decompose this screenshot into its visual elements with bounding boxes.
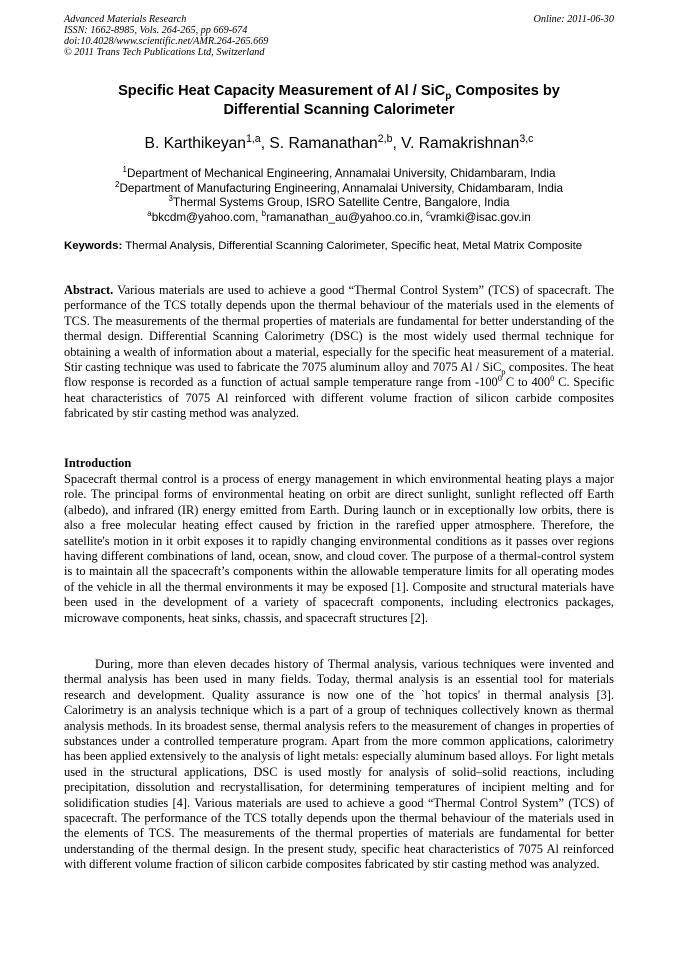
journal-doi: doi:10.4028/www.scientific.net/AMR.264-265.669 bbox=[64, 36, 269, 47]
journal-issn: ISSN: 1662-8985, Vols. 264-265, pp 669-674 bbox=[64, 25, 248, 36]
email-marker: b bbox=[261, 208, 267, 218]
author-name: V. Ramakrishnan bbox=[401, 135, 520, 152]
affiliation-line bbox=[64, 179, 614, 197]
email-marker: a bbox=[147, 208, 152, 218]
abstract-superscript: 0 bbox=[497, 373, 502, 384]
author-affil-marker: 3,c bbox=[519, 132, 534, 145]
email-link[interactable]: bkcdm@yahoo.com, bbox=[151, 210, 262, 224]
keywords bbox=[64, 239, 614, 253]
title-line1-b: Composites by bbox=[451, 83, 560, 99]
email-link[interactable]: ramanathan_au@yahoo.co.in, bbox=[266, 210, 427, 224]
affiliation-text: Department of Manufacturing Engineering, Annamalai University, Chidambaram, India bbox=[119, 181, 563, 195]
author-affil-marker: 2,b bbox=[377, 132, 393, 145]
affiliation-marker: 1 bbox=[122, 165, 127, 175]
abstract-subscript: p bbox=[501, 366, 506, 377]
author-name: B. Karthikeyan bbox=[144, 135, 246, 152]
keywords-label: Keywords: bbox=[64, 240, 123, 252]
intro-paragraph-1: Spacecraft thermal control is a process of energy management in which environmental heating plays a major role. The principal forms of environmental heating on orbit are direct sunlight, sunlight reflected off Earth (albedo), and infrared (IR) energy emitted from Earth. During launch or in exceptionally low orbits, there is also a free molecular heating effect caused by friction in the rarefied upper atmosphere. Therefore, the satellite's motion in it orbit exposes it to rapidly changing environmental conditions as it passes over regions having different combinations of land, ocean, snow, and cloud cover. The purpose of a thermal-control system is to maintain all the spacecraft’s components within the allowable temperature limits for all operating modes of the vehicle in all the thermal environments it may be exposed [1]. Composite and structural materials have been used in the development of a variety of spacecraft components, including electronics packages, microwave components, heat sinks, chassis, and spacecraft structures [2]. bbox=[64, 472, 614, 625]
affiliation-line bbox=[64, 167, 614, 182]
paper-title bbox=[64, 82, 614, 120]
section-heading-introduction: Introduction bbox=[64, 456, 132, 470]
author-separator: , bbox=[392, 135, 402, 152]
abstract-text: Various materials are used to achieve a good “Thermal Control System” (TCS) of spacecraft. The performance of the TCS totally depends upon the thermal behaviour of the materials used in the elements of TCS. The measurements of the thermal properties of materials are fundamental for better understanding of the thermal design. Differential Scanning Calorimetry (DSC) is the most widely used thermal technique for obtaining a wealth of information about a material, especially for the specific heat measurement of a material. Stir casting technique was used to fabricate the 7075 aluminum alloy and 7075 Al / SiC bbox=[64, 283, 614, 375]
abstract-label: Abstract. bbox=[64, 283, 114, 297]
affiliation-marker: 2 bbox=[115, 179, 120, 189]
email-link[interactable]: vramki@isac.gov.in bbox=[430, 210, 531, 224]
journal-copyright: © 2011 Trans Tech Publications Ltd, Switzerland bbox=[64, 47, 265, 58]
title-line2: Differential Scanning Calorimeter bbox=[223, 102, 455, 118]
affiliations bbox=[64, 167, 614, 225]
abstract-text: C to 400 bbox=[501, 375, 551, 390]
journal-name: Advanced Materials Research bbox=[64, 14, 187, 25]
author-separator: , bbox=[260, 135, 270, 152]
affiliation-marker: 3 bbox=[168, 194, 173, 204]
abstract-text: composites. The heat flow response is recorded as a function of actual sample temperature range from -100 bbox=[64, 360, 614, 390]
author-affil-marker: 1,a bbox=[245, 132, 261, 145]
email-line bbox=[64, 208, 614, 226]
journal-header bbox=[64, 14, 268, 58]
title-line1-a: Specific Heat Capacity Measurement of Al / SiC bbox=[118, 83, 446, 99]
email-marker: c bbox=[426, 208, 431, 218]
abstract-superscript: 0 bbox=[550, 373, 555, 384]
affiliation-text: Thermal Systems Group, ISRO Satellite Centre, Bangalore, India bbox=[172, 196, 510, 210]
author-list bbox=[64, 134, 614, 154]
online-date: Online: 2011-06-30 bbox=[533, 14, 614, 25]
title-subscript: p bbox=[445, 90, 452, 102]
intro-paragraph-2: During, more than eleven decades history of Thermal analysis, various techniques were invented and thermal analysis has been used in many fields. Today, thermal analysis is an essential tool for materials research and development. Quality assurance is now one of the `hot topics' in thermal analysis [3]. Calorimetry is an analysis technique which is a part of a group of techniques collectively known as thermal analysis methods. In its broadest sense, thermal analysis refers to the measurement of changes in properties of substances under a controlled temperature program. Apart from the more common applications, calorimetry has been applied extensively to the analysis of light metals: especially aluminum based alloys. For light metals used in the structural applications, DSC is used mostly for analysis of solid–solid reactions, including precipitation, dissolution and recrystallisation, for determining temperatures of incipient melting and for solidification studies [4]. Various materials are used to achieve a good “Thermal Control System” (TCS) of spacecraft. The performance of the TCS totally depends upon the thermal behaviour of the materials used in the elements of TCS. The measurements of the thermal properties of materials are fundamental for better understanding of the thermal design. In the present study, specific heat characteristics of 7075 Al reinforced with different volume fraction of silicon carbide composites fabricated by stir casting method was analyzed. bbox=[64, 657, 614, 872]
abstract bbox=[64, 283, 614, 422]
author-name: S. Ramanathan bbox=[269, 135, 378, 152]
affiliation-text: Department of Mechanical Engineering, Annamalai University, Chidambaram, India bbox=[126, 167, 556, 180]
keywords-text: Thermal Analysis, Differential Scanning Calorimeter, Specific heat, Metal Matrix Composite bbox=[122, 240, 583, 252]
abstract-text: C. Specific heat characteristics of 7075 Al reinforced with different volume fraction of silicon carbide composites fabricated by stir casting method was analyzed. bbox=[64, 375, 615, 421]
